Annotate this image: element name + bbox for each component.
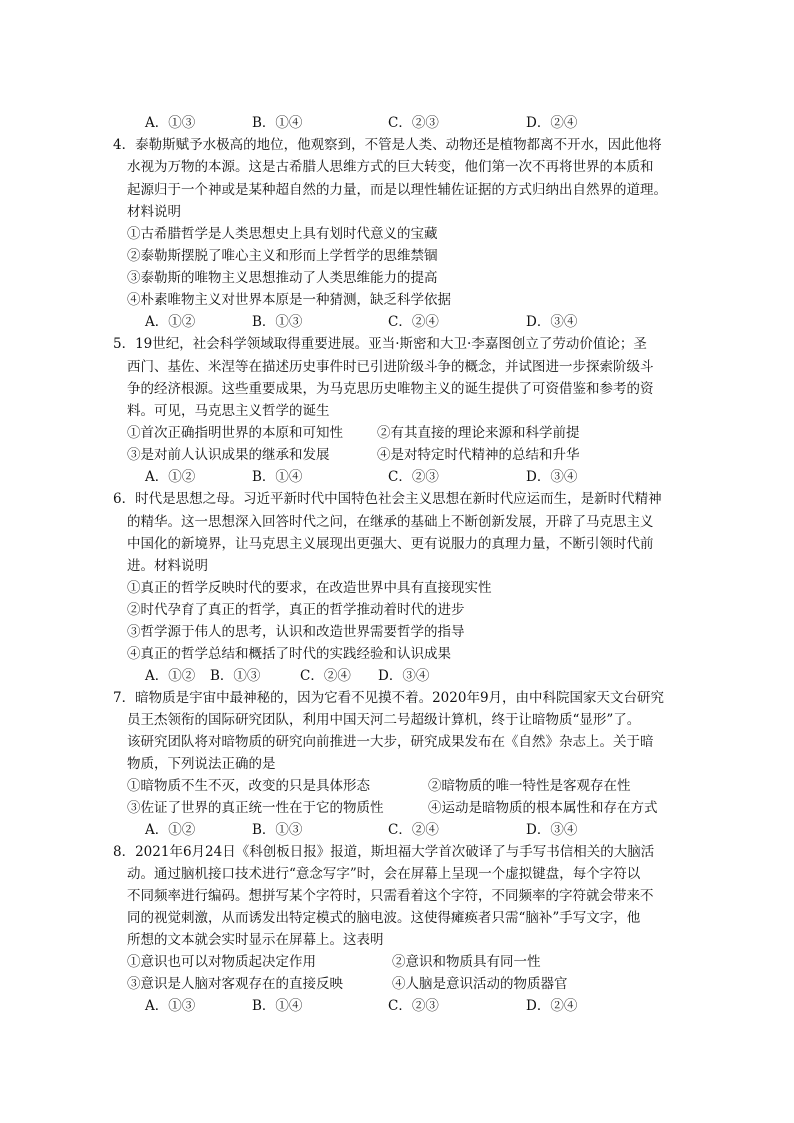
q8-item: ②意识和物质具有同一性	[392, 954, 541, 970]
q5-option-d: D．③④	[526, 469, 578, 485]
q7-item: ②暗物质的唯一特性是客观存在性	[428, 778, 631, 794]
q7-stem-line: 员王杰领衔的国际研究团队，利用中国天河二号超级计算机，终于让暗物质“显形”了。	[127, 712, 641, 728]
q4-option-d: D．③④	[526, 314, 578, 330]
q3-option-a: A．①③	[145, 115, 196, 131]
q7-option-b: B．①③	[252, 822, 303, 838]
q8-stem-line: 所想的文本就会实时显示在屏幕上。这表明	[127, 932, 384, 948]
q8-item: ①意识也可以对物质起决定作用	[127, 954, 316, 970]
q6-item: ①真正的哲学反映时代的要求，在改造世界中具有直接现实性	[127, 580, 492, 596]
q6-option-b: B．①③	[210, 668, 261, 684]
q3-option-b: B．①④	[252, 115, 303, 131]
q6-stem-line: 进。材料说明	[127, 558, 208, 574]
q4-stem-line: 水视为万物的本源。这是古希腊人思维方式的巨大转变，他们第一次不再将世界的本质和	[127, 159, 654, 175]
q4-option-b: B．①③	[252, 314, 303, 330]
q7-option-c: C．②④	[388, 822, 439, 838]
q7-item: ③佐证了世界的真正统一性在于它的物质性	[127, 800, 384, 816]
q5-item: ②有其直接的理论来源和科学前提	[377, 425, 580, 441]
q8-stem-line: 动。通过脑机接口技术进行“意念写字”时，会在屏幕上呈现一个虚拟键盘，每个字符以	[127, 866, 641, 882]
q4-option-a: A．①②	[145, 314, 196, 330]
q7-item: ①暗物质不生不灭，改变的只是具体形态	[127, 778, 370, 794]
q6-stem-line: 中国化的新境界，让马克思主义展现出更强大、更有说服力的真理力量，不断引领时代前	[127, 536, 654, 552]
q4-item: ②泰勒斯摆脱了唯心主义和形而上学哲学的思维禁锢	[127, 248, 438, 264]
q8-stem-line: 不同频率进行编码。想拼写某个字符时，只需看着这个字符，不同频率的字符就会带来不	[127, 888, 654, 904]
q7-stem-line: 7．暗物质是宇宙中最神秘的，因为它看不见摸不着。2020年9月，由中科院国家天文台研究	[113, 690, 665, 706]
q6-stem-line: 的精华。这一思想深入回答时代之问，在继承的基础上不断创新发展，开辟了马克思主义	[127, 514, 654, 530]
q5-option-a: A．①②	[145, 469, 196, 485]
q8-option-d: D．②④	[526, 998, 578, 1014]
q6-item: ②时代孕育了真正的哲学，真正的哲学推动着时代的进步	[127, 602, 465, 618]
q6-option-d: D．③④	[378, 668, 430, 684]
q4-item: ③泰勒斯的唯物主义思想推动了人类思维能力的提高	[127, 270, 438, 286]
q6-item: ④真正的哲学总结和概括了时代的实践经验和认识成果	[127, 646, 451, 662]
q7-option-d: D．③④	[526, 822, 578, 838]
q7-item: ④运动是暗物质的根本属性和存在方式	[428, 800, 658, 816]
q4-stem-line: 材料说明	[127, 204, 181, 220]
q6-item: ③哲学源于伟人的思考，认识和改造世界需要哲学的指导	[127, 624, 465, 640]
q5-stem-line: 争的经济根源。这些重要成果，为马克思历史唯物主义的诞生提供了可资借鉴和参考的资	[127, 381, 654, 397]
q4-item: ①古希腊哲学是人类思想史上具有划时代意义的宝藏	[127, 226, 438, 242]
q3-option-d: D．②④	[526, 115, 578, 131]
q5-option-b: B．①④	[252, 469, 303, 485]
q7-stem-line: 物质，下列说法正确的是	[127, 756, 276, 772]
q5-option-c: C．②③	[388, 469, 439, 485]
q8-option-b: B．①④	[252, 998, 303, 1014]
q5-stem-line: 料。可见，马克思主义哲学的诞生	[127, 403, 330, 419]
q8-stem-line: 同的视觉刺激，从而诱发出特定模式的脑电波。这使得瘫痪者只需“脑补”手写文字，他	[127, 910, 641, 926]
q4-stem-line: 4．泰勒斯赋予水极高的地位，他观察到，不管是人类、动物还是植物都离不开水，因此他将	[113, 137, 662, 153]
q5-stem-line: 西门、基佐、米涅等在描述历史事件时已引进阶级斗争的概念，并试图进一步探索阶级斗	[127, 359, 654, 375]
q3-option-c: C．②③	[388, 115, 439, 131]
q8-option-a: A．①③	[145, 998, 196, 1014]
q7-stem-line: 该研究团队将对暗物质的研究向前推进一大步，研究成果发布在《自然》杂志上。关于暗	[127, 734, 654, 750]
q8-option-c: C．②③	[388, 998, 439, 1014]
q5-item: ④是对特定时代精神的总结和升华	[377, 447, 580, 463]
q4-item: ④朴素唯物主义对世界本原是一种猜测，缺乏科学依据	[127, 292, 451, 308]
q8-item: ③意识是人脑对客观存在的直接反映	[127, 976, 343, 992]
q8-item: ④人脑是意识活动的物质器官	[392, 976, 568, 992]
q6-option-c: C．②④	[300, 668, 351, 684]
q8-stem-line: 8．2021年6月24日《科创板日报》报道，斯坦福大学首次破译了与手写书信相关的大脑活	[113, 844, 655, 860]
q7-option-a: A．①②	[145, 822, 196, 838]
q5-stem-line: 5．19世纪，社会科学领域取得重要进展。亚当·斯密和大卫·李嘉图创立了劳动价值论；圣	[113, 336, 647, 352]
q5-item: ①首次正确指明世界的本原和可知性	[127, 425, 343, 441]
q6-stem-line: 6．时代是思想之母。习近平新时代中国特色社会主义思想在新时代应运而生，是新时代精神	[113, 491, 662, 507]
q4-option-c: C．②④	[388, 314, 439, 330]
q6-option-a: A．①②	[145, 668, 196, 684]
q5-item: ③是对前人认识成果的继承和发展	[127, 447, 330, 463]
q4-stem-line: 起源归于一个神或是某种超自然的力量，而是以理性辅佐证据的方式归纳出自然界的道理。	[127, 182, 667, 198]
